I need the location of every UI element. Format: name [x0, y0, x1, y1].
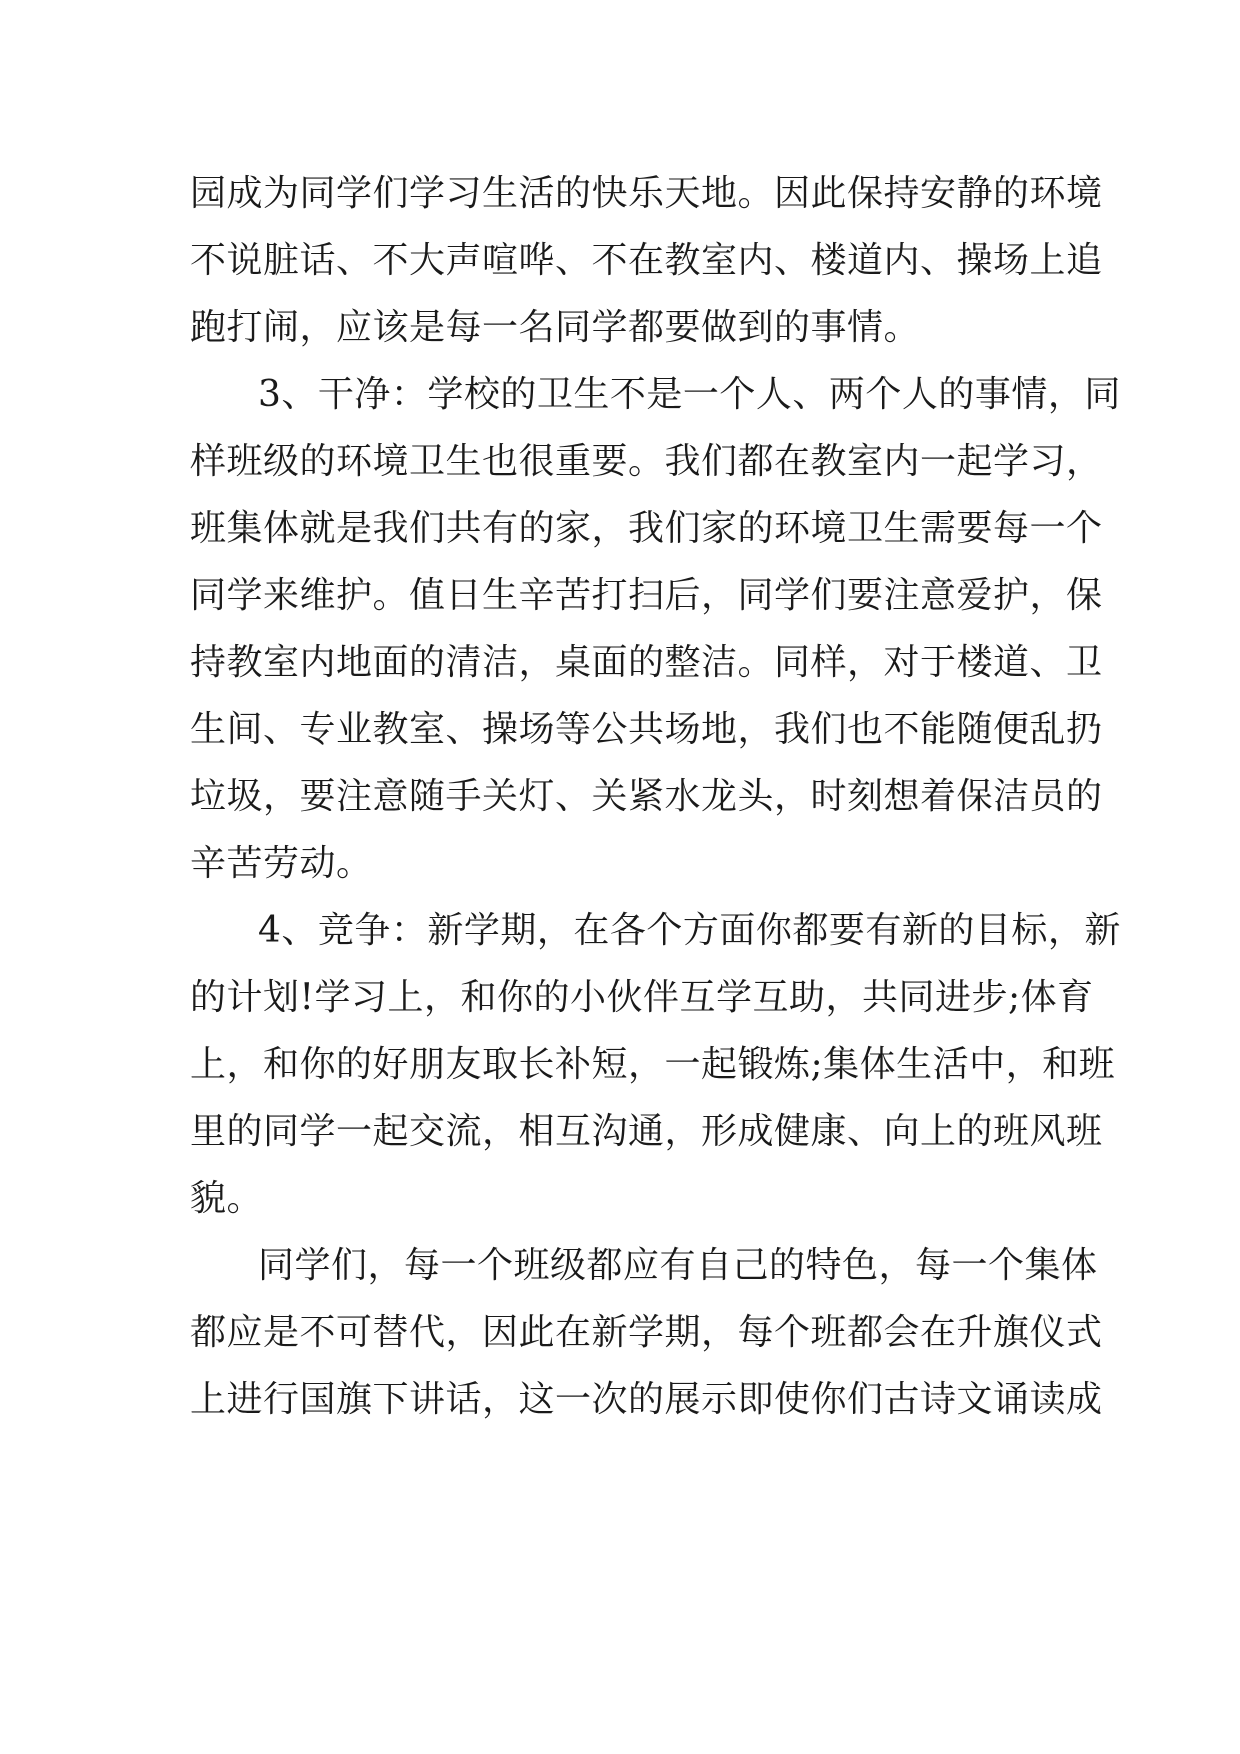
- text-line: 跑打闹，应该是每一名同学都要做到的事情。: [190, 307, 921, 348]
- text-line: 不说脏话、不大声喧哗、不在教室内、楼道内、操场上追: [190, 240, 1103, 281]
- text-line: 园成为同学们学习生活的快乐天地。因此保持安静的环境: [190, 173, 1103, 214]
- text-line: 里的同学一起交流，相互沟通，形成健康、向上的班风班: [190, 1111, 1103, 1152]
- text-line: 都应是不可替代，因此在新学期，每个班都会在升旗仪式: [190, 1312, 1103, 1353]
- text-line: 辛苦劳动。: [190, 843, 373, 884]
- text-line: 生间、专业教室、操场等公共场地，我们也不能随便乱扔: [190, 709, 1103, 750]
- text-line: 样班级的环境卫生也很重要。我们都在教室内一起学习，: [190, 441, 1103, 482]
- text-line: 持教室内地面的清洁，桌面的整洁。同样，对于楼道、卫: [190, 642, 1103, 683]
- text-line: 垃圾，要注意随手关灯、关紧水龙头，时刻想着保洁员的: [190, 776, 1103, 817]
- text-line: 貌。: [190, 1178, 264, 1219]
- text-line-paragraph-start: 3、干净：学校的卫生不是一个人、两个人的事情，同: [258, 374, 1121, 415]
- text-line: 同学来维护。值日生辛苦打扫后，同学们要注意爱护，保: [190, 575, 1103, 616]
- text-line: 上进行国旗下讲话，这一次的展示即使你们古诗文诵读成: [190, 1379, 1103, 1420]
- text-line-paragraph-start: 4、竞争：新学期，在各个方面你都要有新的目标，新: [258, 910, 1121, 951]
- body-text: [190, 160, 1121, 1433]
- text-line-paragraph-start: 同学们，每一个班级都应有自己的特色，每一个集体: [258, 1245, 1098, 1286]
- text-line: 上，和你的好朋友取长补短，一起锻炼;集体生活中，和班: [190, 1044, 1116, 1085]
- text-line: 班集体就是我们共有的家，我们家的环境卫生需要每一个: [190, 508, 1103, 549]
- text-line: 的计划!学习上，和你的小伙伴互学互助，共同进步;体育: [190, 977, 1094, 1018]
